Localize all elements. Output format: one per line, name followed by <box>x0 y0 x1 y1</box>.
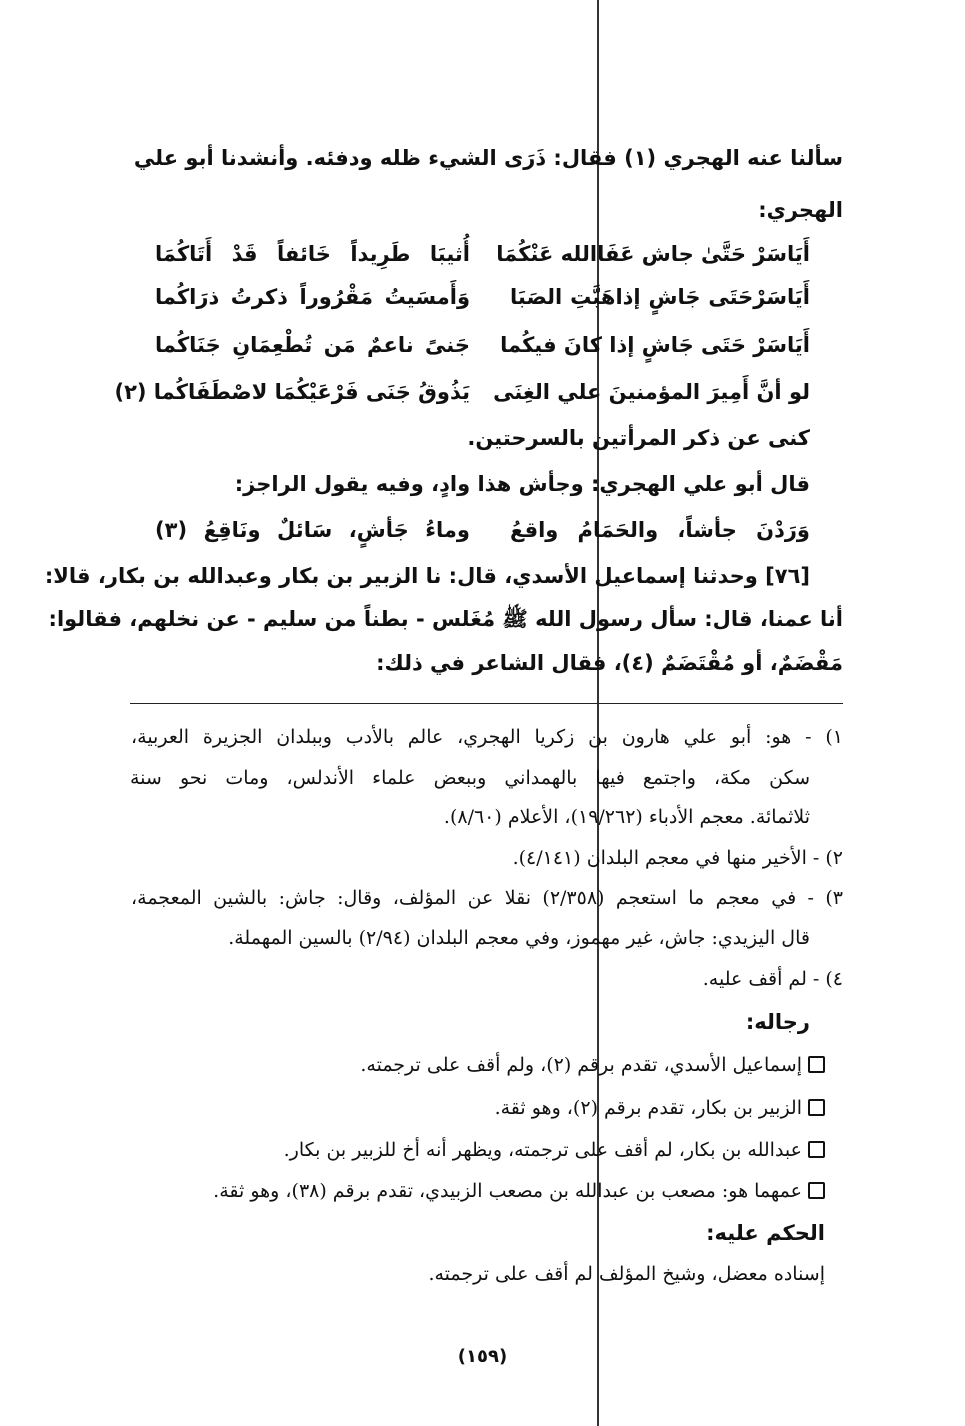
main-text-line-4: قال أبو علي الهجري: وجأش هذا وادٍ، وفيه يقول الراجز: <box>234 472 810 496</box>
main-text-line-1: سألنا عنه الهجري (١) فقال: ذَرَى الشيء ظله ودفئه. وأنشدنا أبو علي <box>133 146 843 170</box>
verse-4-second-hemistich: يَذُوقُ جَنَى فَرْعَيْكُمَا لاصْطَفَاكُما (٢) <box>114 380 470 404</box>
verse-2-second-hemistich: وَأَمسَيتُ مَقْرُوراً ذكرتُ ذرَاكُما <box>155 285 470 309</box>
footnote-1-line-3: ثلاثمائة. معجم الأدباء (١٩/٢٦٢)، الأعلام (٨/٦٠). <box>443 806 810 828</box>
verse-3 <box>155 333 810 367</box>
rijal-item-text: عبدالله بن بكار، لم أقف على ترجمته، ويظهر أنه أخ للزبير بن بكار. <box>283 1139 802 1161</box>
verse-3-first-hemistich: أَيَاسَرْ حَتَى جَاشٍ إذا كانَ فيكُما <box>500 333 810 357</box>
footnote-1-line-2: سكن مكة، واجتمع فيها بالهمداني وببعض علماء الأندلس، ومات نحو سنة <box>130 767 810 789</box>
checkbox-icon <box>808 1182 825 1199</box>
rijal-item <box>213 1180 825 1202</box>
footnote-1-line-1: ١) - هو: أبو علي هارون بن زكريا الهجري، عالم بالأدب وببلدان الجزيرة العربية، <box>131 726 843 748</box>
footnote-separator <box>130 703 843 704</box>
page-number: (١٥٩) <box>457 1346 508 1367</box>
footnote-3-line-2: قال اليزيدي: جاش، غير مهموز، وفي معجم البلدان (٢/٩٤) بالسين المهملة. <box>228 927 810 949</box>
scan-fold-line <box>597 0 599 1426</box>
main-text-line-5: [٧٦] وحدثنا إسماعيل الأسدي، قال: نا الزبير بن بكار وعبدالله بن بكار، قالا: <box>44 564 810 588</box>
main-text-line-2: الهجري: <box>758 198 843 222</box>
rijal-item <box>284 1139 825 1161</box>
rijal-item <box>495 1097 825 1119</box>
main-text-line-7: مَقْضَمٌ، أو مُقْتَضَمٌ (٤)، فقال الشاعر في ذلك: <box>376 651 843 675</box>
verse-1-first-hemistich: أَيَاسَرْ حَتَّىٰ جاش عَفَاالله عَنْكُمَا <box>496 242 810 266</box>
verse-1 <box>155 242 810 276</box>
checkbox-icon <box>808 1141 825 1158</box>
rijal-item-text: إسماعيل الأسدي، تقدم برقم (٢)، ولم أقف على ترجمته. <box>360 1054 802 1076</box>
verse-4 <box>114 380 810 414</box>
hukm-heading: الحكم عليه: <box>706 1221 825 1245</box>
verse-2-first-hemistich: أَيَاسَرْحَتَى جَاشٍ إذاهَبَّتِ الصَبَا <box>510 285 810 309</box>
checkbox-icon <box>808 1099 825 1116</box>
rijal-item <box>360 1054 825 1076</box>
verse-2 <box>155 285 810 319</box>
rijal-item-text: عمهما هو: مصعب بن عبدالله بن مصعب الزبيدي، تقدم برقم (٣٨)، وهو ثقة. <box>213 1180 802 1202</box>
footnote-2: ٢) - الأخير منها في معجم البلدان (٤/١٤١). <box>512 847 843 869</box>
verse-1-second-hemistich: أُثيبَا طَرِيداً خَائفاً قَدْ أَتَاكُمَا <box>155 242 470 266</box>
verse-3-second-hemistich: جَنىً ناعمٌ مَن تُطْعِمَانِ جَنَاكُما <box>155 333 470 357</box>
footnote-4: ٤) - لم أقف عليه. <box>702 968 843 990</box>
rajaz-second: وماءُ جَأشٍ، سَائلٌ ونَاقِعُ (٣) <box>155 518 470 542</box>
main-text-line-3: كنى عن ذكر المرأتين بالسرحتين. <box>467 426 810 450</box>
rajaz-first: وَرَدْنَ جأشاً، والحَمَامُ واقعُ <box>510 518 810 542</box>
rajaz-verse <box>155 518 810 552</box>
main-text-line-6: أنا عمنا، قال: سأل رسول الله ﷺ مُغَلس - بطناً من سليم - عن نخلهم، فقالوا: <box>48 607 843 631</box>
rijal-heading: رجاله: <box>745 1010 810 1034</box>
hukm-text: إسناده معضل، وشيخ المؤلف لم أقف على ترجمته. <box>428 1263 825 1285</box>
footnote-3-line-1: ٣) - في معجم ما استعجم (٢/٣٥٨) نقلا عن المؤلف، وقال: جاش: بالشين المعجمة، <box>131 887 843 909</box>
checkbox-icon <box>808 1056 825 1073</box>
rijal-item-text: الزبير بن بكار، تقدم برقم (٢)، وهو ثقة. <box>494 1097 802 1119</box>
verse-4-first-hemistich: لو أنَّ أَمِيرَ المؤمنينَ علي الغِنَى <box>493 380 810 404</box>
